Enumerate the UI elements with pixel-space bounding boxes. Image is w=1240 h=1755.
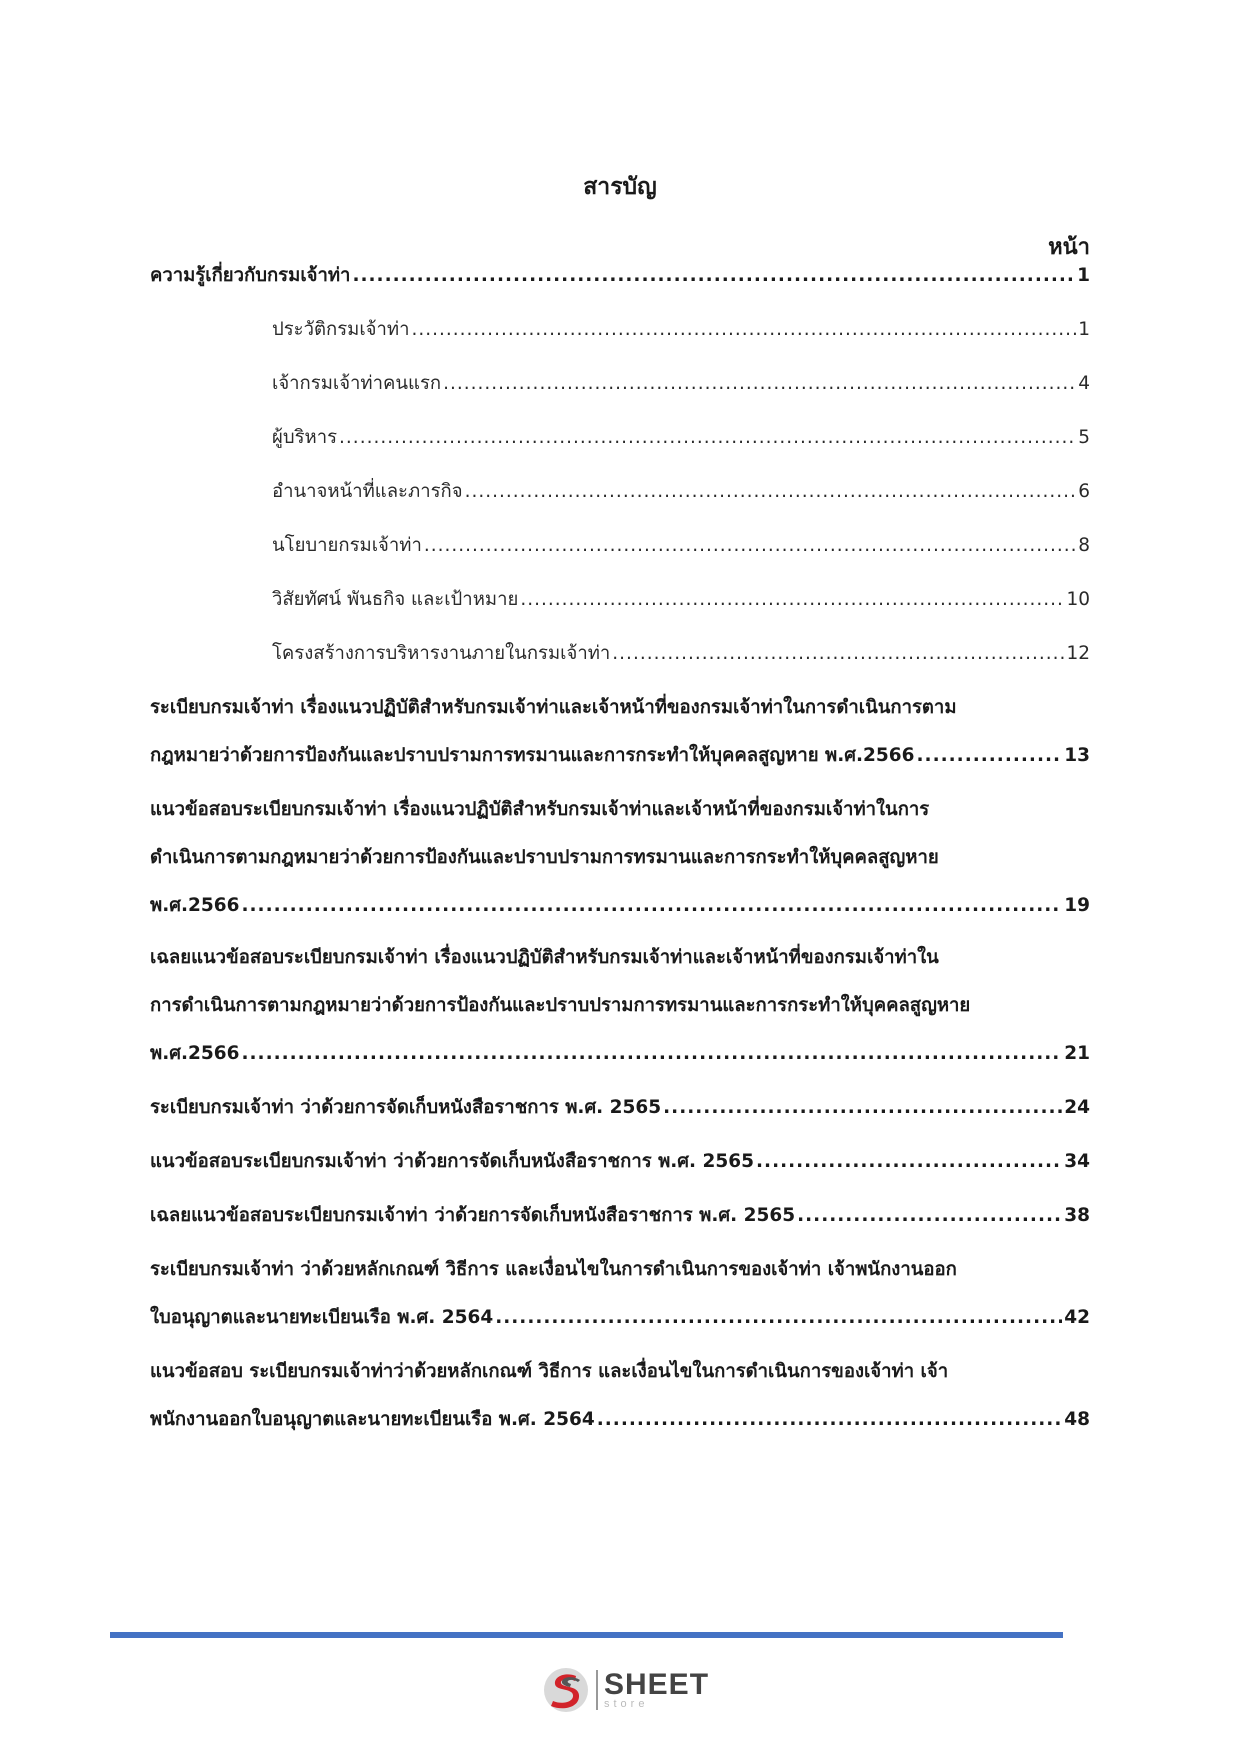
toc-leader-dots [612,639,1064,669]
toc-subentry-title: ผู้บริหาร [272,427,338,448]
toc-entry-line[interactable] [150,943,1090,973]
toc-leader-dots [339,423,1076,453]
toc-entry[interactable] [150,261,1090,291]
toc-entry-title: พ.ศ.2566 [150,1043,240,1064]
logo-separator [596,1670,598,1710]
toc-leader-dots [495,1303,1062,1333]
toc-leader-dots [412,315,1077,345]
sheet-store-logo [540,1660,720,1720]
toc-subentry[interactable] [272,585,1090,615]
toc-leader-dots [597,1405,1063,1435]
toc-entry[interactable] [150,891,1090,921]
toc-entry-title: เฉลยแนวข้อสอบระเบียบกรมเจ้าท่า ว่าด้วยการจัดเก็บหนังสือราชการ พ.ศ. 2565 [150,1205,796,1226]
toc-leader-dots [352,261,1075,291]
toc-subentry[interactable] [272,639,1090,669]
toc-leader-dots [520,585,1064,615]
toc-page-number: 10 [1066,589,1090,610]
toc-leader-dots [797,1201,1062,1231]
toc-entry-line[interactable] [150,795,1090,825]
toc-page-number: 1 [1077,265,1090,286]
toc-entry-line[interactable] [150,991,1090,1021]
toc-leader-dots [241,891,1062,921]
toc-subentry[interactable] [272,315,1090,345]
toc-page-number: 8 [1078,535,1090,556]
page-title: สารบัญ [583,174,657,200]
toc-entry[interactable] [150,741,1090,771]
footer-rule [110,1632,1063,1638]
logo-subword: store [604,1698,649,1710]
sheet-store-logo-icon [540,1664,592,1716]
toc-entry-title: แนวข้อสอบระเบียบกรมเจ้าท่า เรื่องแนวปฏิบัติสำหรับกรมเจ้าท่าและเจ้าหน้าที่ของกรมเจ้าท่าในการ [150,799,930,820]
toc-leader-dots [917,741,1063,771]
toc-entry-title: ระเบียบกรมเจ้าท่า ว่าด้วยการจัดเก็บหนังสือราชการ พ.ศ. 2565 [150,1097,662,1118]
toc-page-number: 24 [1064,1097,1090,1118]
toc-page-number: 21 [1064,1043,1090,1064]
toc-subentry-title: อำนาจหน้าที่และภารกิจ [272,481,463,502]
toc-page-number: 19 [1064,895,1090,916]
toc-page-number: 13 [1064,745,1090,766]
toc-entry[interactable] [150,1303,1090,1333]
toc-subentry[interactable] [272,477,1090,507]
toc-entry[interactable] [150,1093,1090,1123]
toc-subentry-title: นโยบายกรมเจ้าท่า [272,535,422,556]
toc-subentry-title: วิสัยทัศน์ พันธกิจ และเป้าหมาย [272,589,519,610]
toc-leader-dots [424,531,1076,561]
toc-page-number: 6 [1078,481,1090,502]
toc-subentry-title: เจ้ากรมเจ้าท่าคนแรก [272,373,442,394]
toc-entry[interactable] [150,1201,1090,1231]
toc-entry[interactable] [150,1147,1090,1177]
toc-entry-line[interactable] [150,843,1090,873]
page-column-label: หน้า [1048,235,1090,260]
toc-leader-dots [465,477,1077,507]
toc-entry-line[interactable] [150,693,1090,723]
toc-entry[interactable] [150,1039,1090,1069]
toc-entry-title: ใบอนุญาตและนายทะเบียนเรือ พ.ศ. 2564 [150,1307,494,1328]
toc-subentry-title: ประวัติกรมเจ้าท่า [272,319,410,340]
toc-entry-title: แนวข้อสอบระเบียบกรมเจ้าท่า ว่าด้วยการจัดเก็บหนังสือราชการ พ.ศ. 2565 [150,1151,755,1172]
toc-page-number: 42 [1064,1307,1090,1328]
toc-entry-line[interactable] [150,1357,1090,1387]
toc-page-number: 48 [1064,1409,1090,1430]
toc-leader-dots [663,1093,1062,1123]
toc-entry-line[interactable] [150,1255,1090,1285]
toc-entry-title: แนวข้อสอบ ระเบียบกรมเจ้าท่าว่าด้วยหลักเกณฑ์ วิธีการ และเงื่อนไขในการดำเนินการของเจ้าท่า เจ้า [150,1361,949,1382]
toc-page-number: 38 [1064,1205,1090,1226]
toc-entry-title: ดำเนินการตามกฎหมายว่าด้วยการป้องกันและปราบปรามการทรมานและการกระทำให้บุคคลสูญหาย [150,847,939,868]
toc-leader-dots [241,1039,1062,1069]
toc-page-number: 12 [1066,643,1090,664]
toc-entry-title: ระเบียบกรมเจ้าท่า ว่าด้วยหลักเกณฑ์ วิธีการ และเงื่อนไขในการดำเนินการของเจ้าท่า เจ้าพนักงานออก [150,1259,957,1280]
toc-subentry[interactable] [272,369,1090,399]
logo-word: SHEET [604,1668,710,1701]
toc-entry-title: กฎหมายว่าด้วยการป้องกันและปราบปรามการทรมานและการกระทำให้บุคคลสูญหาย พ.ศ.2566 [150,745,915,766]
toc-page-number: 5 [1078,427,1090,448]
toc-page-number: 4 [1078,373,1090,394]
toc-entry-title: ความรู้เกี่ยวกับกรมเจ้าท่า [150,265,351,286]
toc-subentry[interactable] [272,531,1090,561]
toc-page-number: 1 [1078,319,1090,340]
toc-entry[interactable] [150,1405,1090,1435]
toc-page-number: 34 [1064,1151,1090,1172]
toc-entry-title: การดำเนินการตามกฎหมายว่าด้วยการป้องกันและปราบปรามการทรมานและการกระทำให้บุคคลสูญหาย [150,995,971,1016]
logo-wordmark [604,1670,709,1710]
toc-leader-dots [443,369,1076,399]
toc-subentry[interactable] [272,423,1090,453]
toc-entry-title: เฉลยแนวข้อสอบระเบียบกรมเจ้าท่า เรื่องแนวปฏิบัติสำหรับกรมเจ้าท่าและเจ้าหน้าที่ของกรมเจ้าท่าใน [150,947,939,968]
toc-entry-title: พนักงานออกใบอนุญาตและนายทะเบียนเรือ พ.ศ. 2564 [150,1409,595,1430]
toc-entry-title: พ.ศ.2566 [150,895,240,916]
toc-entry-title: ระเบียบกรมเจ้าท่า เรื่องแนวปฏิบัติสำหรับกรมเจ้าท่าและเจ้าหน้าที่ของกรมเจ้าท่าในการดำเนินการตาม [150,697,957,718]
toc-leader-dots [756,1147,1062,1177]
toc-subentry-title: โครงสร้างการบริหารงานภายในกรมเจ้าท่า [272,643,611,664]
